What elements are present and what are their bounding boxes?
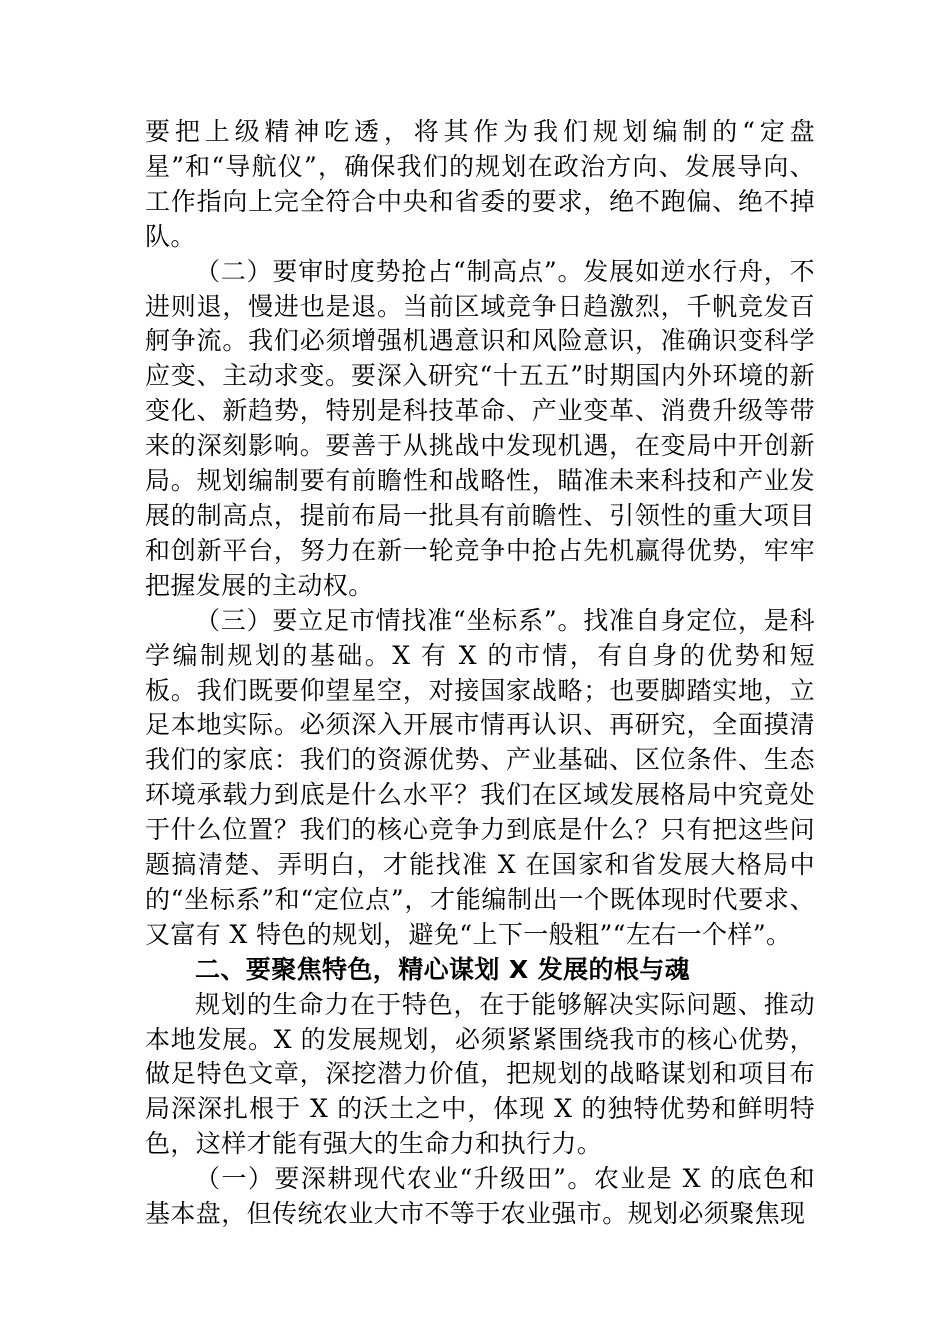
paragraph-coordinate-system: （三）要立足市情找准“坐标系”。找准自身定位，是科学编制规划的基础。X 有 X 的市情，有自身的优势和短板。我们既要仰望星空，对接国家战略；也要脚踏实地，立足本地实际。必须深入开展市情再认识、再研究，全面摸清我们的家底：我们的资源优势、产业基础、区位条件、生态环境承载力到底是什么水平？我们在区域发展格局中究竟处于什么位置？我们的核心竞争力到底是什么？只有把这些问题搞清楚、弄明白，才能找准 X 在国家和省发展大格局中的“坐标系”和“定位点”，才能编制出一个既体现时代要求、又富有 X 特色的规划，避免“上下一般粗”“左右一个样”。 — [145, 605, 815, 949]
section-heading-2: 二、要聚焦特色，精心谋划 X 发展的根与魂 — [195, 954, 691, 984]
paragraph-continued: 要把上级精神吃透，将其作为我们规划编制的“定盘星”和“导航仪”，确保我们的规划在政治方向、发展导向、工作指向上完全符合中央和省委的要求，绝不跑偏、绝不掉队。 — [145, 117, 815, 251]
paragraph-characteristics: 规划的生命力在于特色，在于能够解决实际问题、推动本地发展。X 的发展规划，必须紧紧围绕我市的核心优势，做足特色文章，深挖潜力价值，把规划的战略谋划和项目布局深深扎根于 X 的沃土之中，体现 X 的独特优势和鲜明特色，这样才能有强大的生命力和执行力。 — [145, 989, 815, 1159]
paragraph-modern-agriculture: （一）要深耕现代农业“升级田”。农业是 X 的底色和基本盘，但传统农业大市不等于农业强市。规划必须聚焦现 — [145, 1164, 815, 1229]
paragraph-seize-high-ground: （二）要审时度势抢占“制高点”。发展如逆水行舟，不进则退，慢进也是退。当前区域竞争日趋激烈，千帆竞发百舸争流。我们必须增强机遇意识和风险意识，准确识变科学应变、主动求变。要深入研究“十五五”时期国内外环境的新变化、新趋势，特别是科技革命、产业变革、消费升级等带来的深刻影响。要善于从挑战中发现机遇，在变局中开创新局。规划编制要有前瞻性和战略性，瞄准未来科技和产业发展的制高点，提前布局一批具有前瞻性、引领性的重大项目和创新平台，努力在新一轮竞争中抢占先机赢得优势，牢牢把握发展的主动权。 — [145, 256, 815, 600]
document-body — [145, 115, 815, 1232]
